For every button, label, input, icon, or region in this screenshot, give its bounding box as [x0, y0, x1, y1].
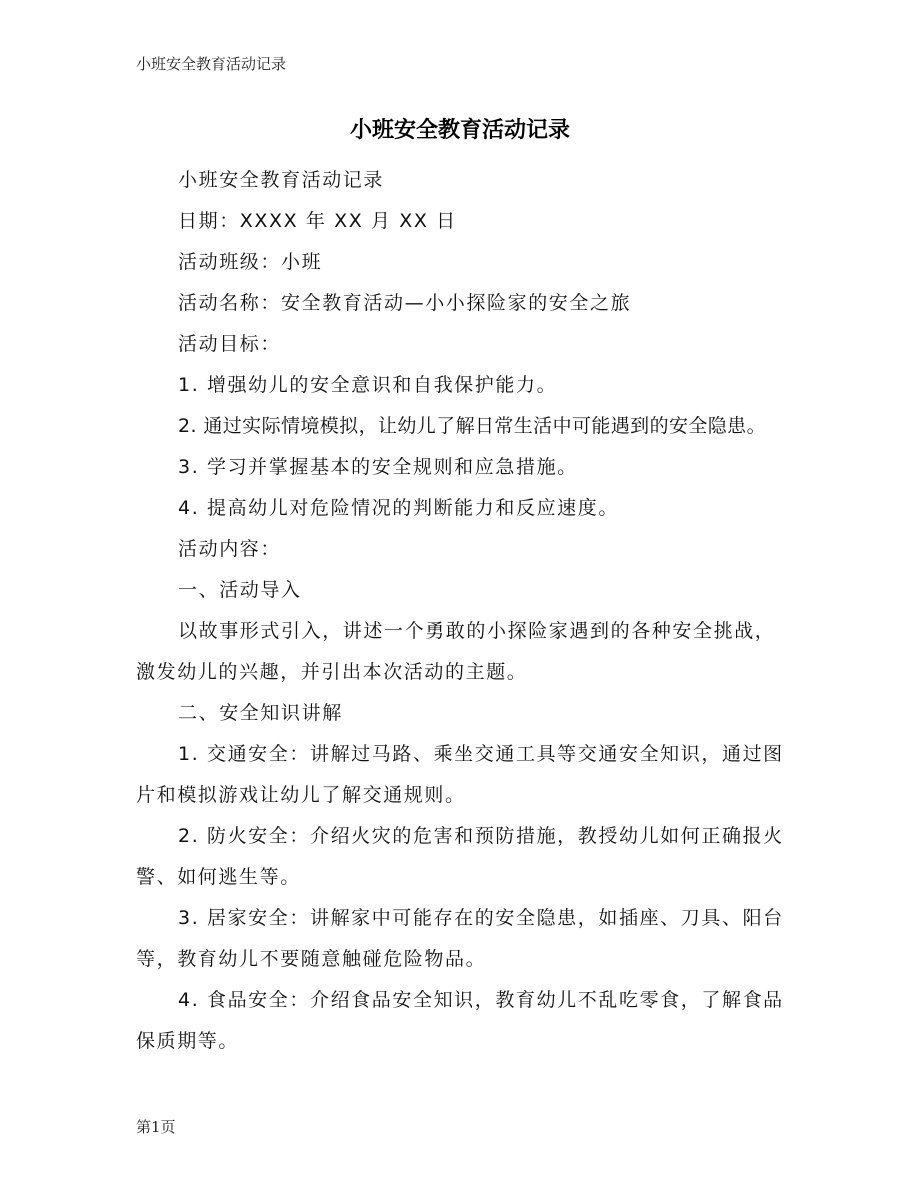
body-line-section-2: 二、安全知识讲解: [178, 702, 343, 724]
body-para-intro-story: 以故事形式引入，讲述一个勇敢的小探险家遇到的各种安全挑战，激发幼儿的兴趣，并引出本次活动的主题。: [136, 620, 776, 683]
body-line-date: 日期：XXXX 年 XX 月 XX 日: [178, 210, 457, 232]
body-line-goal-4: 4. 提高幼儿对危险情况的判断能力和反应速度。: [178, 497, 619, 519]
body-line-goal-1: 1. 增强幼儿的安全意识和自我保护能力。: [178, 374, 558, 396]
page-number: 第1页: [136, 1118, 176, 1136]
document-title: 小班安全教育活动记录: [349, 117, 570, 143]
body-line-class: 活动班级：小班: [178, 251, 323, 273]
body-para-food: 4. 食品安全：介绍食品安全知识，教育幼儿不乱吃零食，了解食品保质期等。: [136, 989, 784, 1052]
body-line-intro: 小班安全教育活动记录: [178, 169, 385, 191]
body-line-section-1: 一、活动导入: [178, 579, 302, 601]
body-line-goal-3: 3. 学习并掌握基本的安全规则和应急措施。: [178, 456, 578, 478]
running-header: 小班安全教育活动记录: [136, 55, 287, 73]
document-body: [136, 160, 791, 1062]
body-line-goals-heading: 活动目标：: [178, 333, 282, 355]
body-para-home: 3. 居家安全：讲解家中可能存在的安全隐患，如插座、刀具、阳台等，教育幼儿不要随意触碰危险物品。: [136, 907, 784, 970]
body-para-traffic: 1. 交通安全：讲解过马路、乘坐交通工具等交通安全知识，通过图片和模拟游戏让幼儿了解交通规则。: [136, 743, 784, 806]
body-line-activity-name: 活动名称：安全教育活动—小小探险家的安全之旅: [178, 292, 632, 314]
body-line-content-heading: 活动内容：: [178, 538, 282, 560]
body-line-goal-2: 2. 通过实际情境模拟，让幼儿了解日常生活中可能遇到的安全隐患。: [178, 415, 766, 437]
body-para-fire: 2. 防火安全：介绍火灾的危害和预防措施，教授幼儿如何正确报火警、如何逃生等。: [136, 825, 784, 888]
